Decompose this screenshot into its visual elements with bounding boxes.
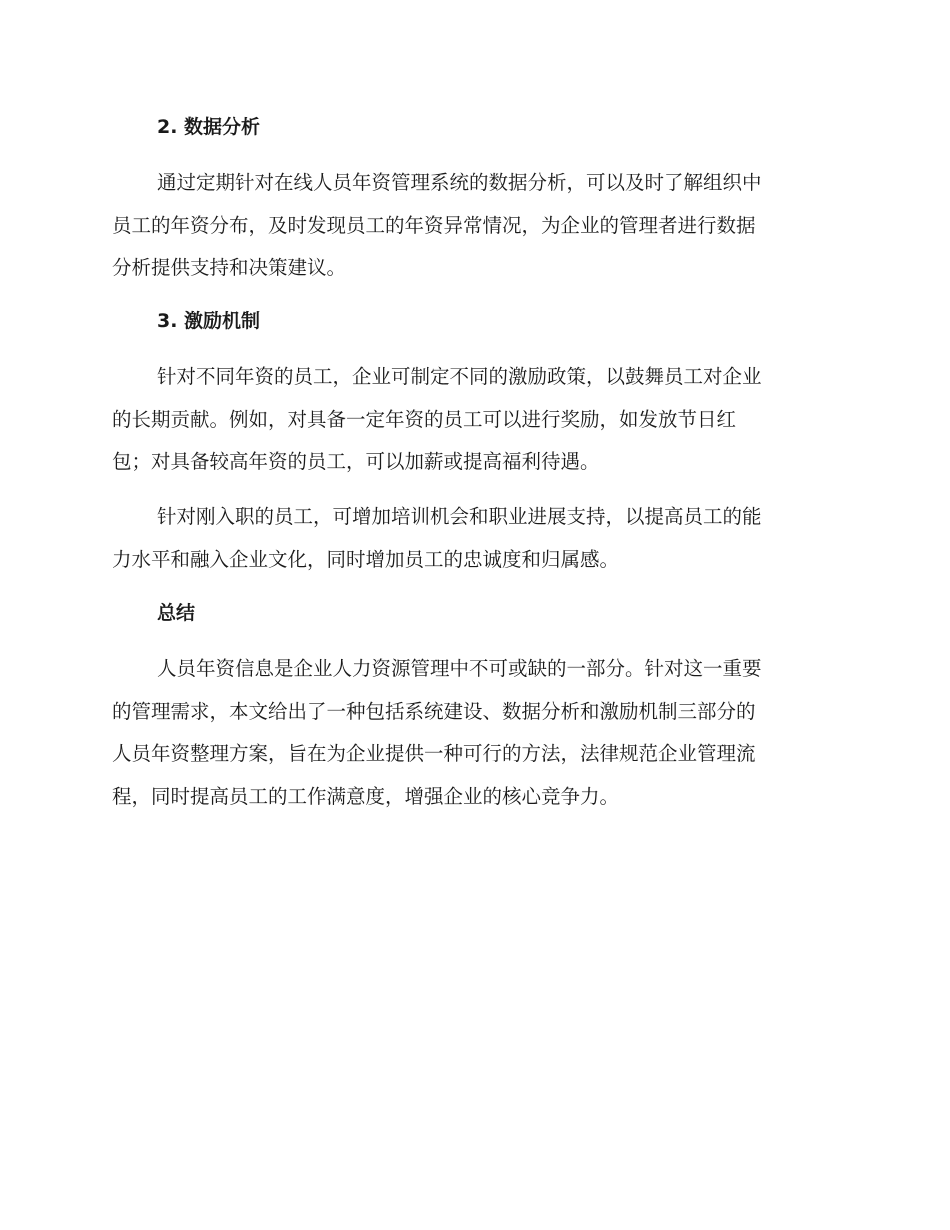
section-heading-incentive: 3. 激励机制 <box>157 310 261 332</box>
paragraph-line: 人员年资信息是企业人力资源管理中不可或缺的一部分。针对这一重要 <box>157 657 762 680</box>
paragraph-line: 通过定期针对在线人员年资管理系统的数据分析，可以及时了解组织中 <box>157 171 762 194</box>
paragraph-line: 力水平和融入企业文化，同时增加员工的忠诚度和归属感。 <box>112 547 620 571</box>
paragraph-incentive-2 <box>112 496 842 581</box>
paragraph-data-analysis <box>112 162 842 290</box>
paragraph-line: 分析提供支持和决策建议。 <box>112 256 347 279</box>
paragraph-line: 针对不同年资的员工，企业可制定不同的激励政策，以鼓舞员工对企业 <box>157 365 762 388</box>
paragraph-line: 员工的年资分布，及时发现员工的年资异常情况，为企业的管理者进行数据 <box>112 213 756 237</box>
paragraph-summary <box>112 648 842 818</box>
paragraph-line: 包；对具备较高年资的员工，可以加薪或提高福利待遇。 <box>112 450 600 473</box>
section-heading-data-analysis: 2. 数据分析 <box>157 116 261 138</box>
paragraph-line: 的长期贡献。例如，对具备一定年资的员工可以进行奖励，如发放节日红 <box>112 407 737 431</box>
paragraph-line: 程，同时提高员工的工作满意度，增强企业的核心竞争力。 <box>112 784 620 808</box>
paragraph-line: 人员年资整理方案，旨在为企业提供一种可行的方法，法律规范企业管理流 <box>112 742 756 765</box>
section-heading-summary: 总结 <box>157 602 196 624</box>
paragraph-line: 的管理需求，本文给出了一种包括系统建设、数据分析和激励机制三部分的 <box>112 699 756 723</box>
paragraph-incentive-1 <box>112 356 842 484</box>
paragraph-line: 针对刚入职的员工，可增加培训机会和职业进展支持，以提高员工的能 <box>157 505 762 528</box>
